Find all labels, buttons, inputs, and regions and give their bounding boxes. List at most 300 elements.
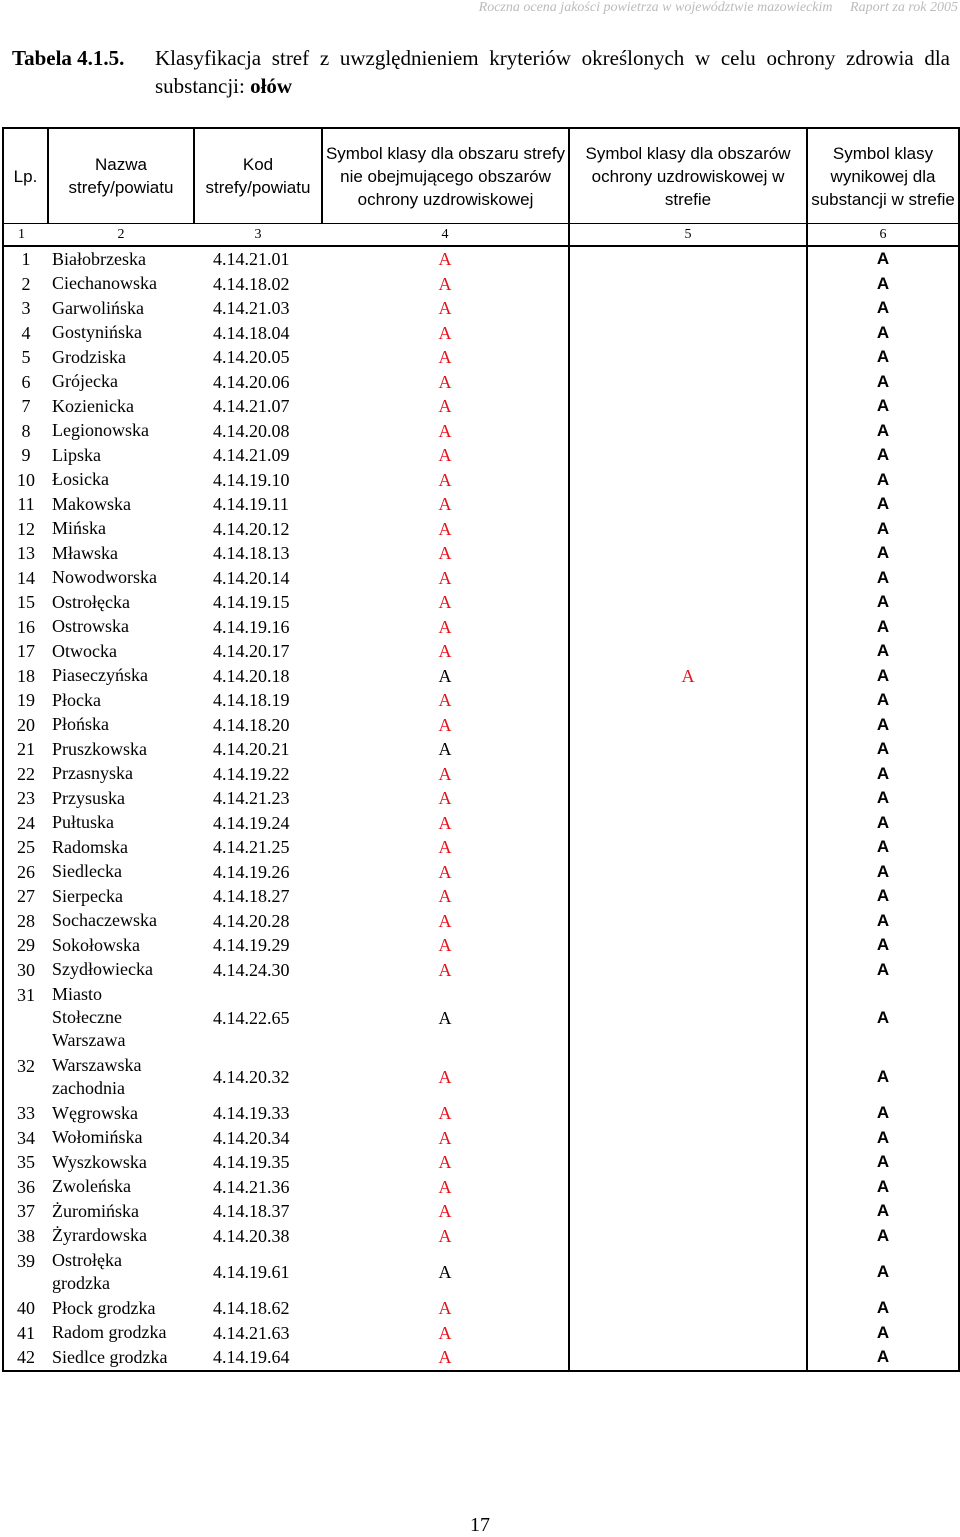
running-head-report: Raport za rok 2005	[850, 0, 958, 15]
cell-symbol-health	[569, 1321, 807, 1346]
cell-code: 4.14.24.30	[213, 959, 290, 980]
table-row	[3, 566, 959, 591]
cell-symbol-result: A	[807, 1150, 959, 1175]
cell-code: 4.14.18.37	[213, 1201, 290, 1222]
cell-symbol-non-health: A	[438, 518, 452, 539]
cell-name: Siedlecka	[52, 861, 122, 882]
cell-code: 4.14.19.16	[213, 616, 290, 637]
table-row	[3, 321, 959, 346]
cell-symbol-health	[569, 688, 807, 713]
cell-name: Grójecka	[52, 371, 118, 392]
cell-symbol-health	[569, 443, 807, 468]
cell-name: Sokołowska	[52, 934, 141, 955]
cell-lp: 39	[3, 1248, 48, 1296]
cell-symbol-result: A	[807, 762, 959, 787]
cell-symbol-health	[569, 811, 807, 836]
cell-symbol-non-health: A	[438, 1322, 452, 1343]
table-row	[3, 517, 959, 542]
cell-code: 4.14.19.35	[213, 1152, 290, 1173]
cell-symbol-result: A	[807, 958, 959, 983]
cell-symbol-health	[569, 370, 807, 395]
cell-symbol-result: A	[807, 443, 959, 468]
cell-code: 4.14.19.33	[213, 1103, 290, 1124]
cell-symbol-result: A	[807, 1224, 959, 1249]
cell-lp: 34	[3, 1126, 48, 1151]
cell-code: 4.14.18.13	[213, 543, 290, 564]
cell-symbol-health	[569, 1175, 807, 1200]
cell-name: Lipska	[52, 444, 101, 465]
cell-name: Radom grodzka	[52, 1322, 167, 1343]
column-number-4: 4	[322, 224, 569, 247]
cell-symbol-non-health: A	[438, 298, 452, 319]
cell-code: 4.14.21.63	[213, 1322, 290, 1343]
table-title	[155, 44, 950, 100]
cell-symbol-health	[569, 909, 807, 934]
cell-symbol-result: A	[807, 321, 959, 346]
header-symbol-health: Symbol klasy dla obszarów ochrony uzdrowiskowej w strefie	[569, 128, 807, 224]
table-row	[3, 492, 959, 517]
cell-symbol-health: A	[569, 664, 807, 689]
cell-symbol-health	[569, 1053, 807, 1101]
cell-symbol-result: A	[807, 345, 959, 370]
table-row	[3, 1345, 959, 1371]
cell-lp: 29	[3, 933, 48, 958]
cell-lp: 3	[3, 296, 48, 321]
cell-symbol-result: A	[807, 419, 959, 444]
cell-code: 4.14.22.65	[213, 1007, 290, 1028]
cell-symbol-result: A	[807, 517, 959, 542]
cell-symbol-result: A	[807, 492, 959, 517]
cell-lp: 4	[3, 321, 48, 346]
table-row	[3, 1175, 959, 1200]
header-lp: Lp.	[3, 128, 48, 224]
cell-code: 4.14.20.06	[213, 371, 290, 392]
cell-name: Ostrowska	[52, 616, 129, 637]
cell-symbol-result: A	[807, 370, 959, 395]
table-row	[3, 1101, 959, 1126]
cell-name: Przasnyska	[52, 763, 133, 784]
cell-symbol-health	[569, 345, 807, 370]
cell-symbol-non-health: A	[438, 445, 452, 466]
cell-symbol-health	[569, 1101, 807, 1126]
cell-symbol-result: A	[807, 933, 959, 958]
cell-symbol-non-health: A	[438, 886, 452, 907]
cell-code: 4.14.18.19	[213, 690, 290, 711]
cell-lp: 28	[3, 909, 48, 934]
cell-symbol-result: A	[807, 811, 959, 836]
cell-symbol-result: A	[807, 639, 959, 664]
cell-lp: 14	[3, 566, 48, 591]
cell-symbol-non-health: A	[438, 322, 452, 343]
column-number-2: 2	[48, 224, 194, 247]
cell-symbol-non-health: A	[438, 420, 452, 441]
cell-name: Grodziska	[52, 346, 126, 367]
table-row	[3, 737, 959, 762]
cell-name: Mińska	[52, 518, 106, 539]
cell-symbol-non-health: A	[438, 739, 452, 760]
cell-symbol-result: A	[807, 1321, 959, 1346]
cell-symbol-non-health: A	[438, 665, 452, 686]
cell-code: 4.14.19.26	[213, 861, 290, 882]
cell-code: 4.14.20.34	[213, 1127, 290, 1148]
cell-symbol-non-health: A	[438, 1298, 452, 1319]
cell-symbol-health	[569, 272, 807, 297]
table-row	[3, 762, 959, 787]
cell-symbol-health	[569, 1345, 807, 1371]
cell-name: Makowska	[52, 493, 131, 514]
table-row	[3, 909, 959, 934]
cell-lp: 30	[3, 958, 48, 983]
cell-name: Żyrardowska	[52, 1225, 147, 1246]
cell-name: Pułtuska	[52, 812, 115, 833]
header-code: Kod strefy/powiatu	[194, 128, 322, 224]
cell-symbol-non-health: A	[438, 494, 452, 515]
column-number-3: 3	[194, 224, 322, 247]
cell-symbol-result: A	[807, 590, 959, 615]
cell-symbol-result: A	[807, 982, 959, 1053]
table-row	[3, 1248, 959, 1296]
cell-lp: 15	[3, 590, 48, 615]
cell-symbol-health	[569, 1199, 807, 1224]
table-row	[3, 1150, 959, 1175]
cell-symbol-health	[569, 566, 807, 591]
cell-symbol-result: A	[807, 566, 959, 591]
cell-lp: 36	[3, 1175, 48, 1200]
cell-symbol-health	[569, 321, 807, 346]
cell-code: 4.14.21.09	[213, 445, 290, 466]
cell-name: Sierpecka	[52, 885, 123, 906]
table-row	[3, 639, 959, 664]
cell-lp: 11	[3, 492, 48, 517]
cell-name: Radomska	[52, 836, 128, 857]
cell-symbol-health	[569, 590, 807, 615]
cell-code: 4.14.19.22	[213, 763, 290, 784]
cell-symbol-non-health: A	[322, 1345, 569, 1371]
cell-symbol-result: A	[807, 713, 959, 738]
cell-symbol-result: A	[807, 1101, 959, 1126]
cell-symbol-result: A	[807, 1126, 959, 1151]
cell-symbol-non-health: A	[438, 396, 452, 417]
cell-symbol-health	[569, 541, 807, 566]
cell-symbol-result: A	[807, 1296, 959, 1321]
cell-symbol-non-health: A	[438, 616, 452, 637]
cell-lp: 32	[3, 1053, 48, 1101]
cell-lp: 1	[3, 246, 48, 272]
cell-name: Zwoleńska	[52, 1176, 131, 1197]
cell-name: Otwocka	[52, 640, 117, 661]
cell-name: Mławska	[52, 542, 118, 563]
cell-lp: 8	[3, 419, 48, 444]
table-row	[3, 394, 959, 419]
cell-name: Przysuska	[52, 787, 125, 808]
cell-symbol-non-health: A	[438, 469, 452, 490]
cell-symbol-non-health: A	[438, 1067, 452, 1087]
cell-symbol-result: A	[807, 246, 959, 272]
cell-name: Nowodworska	[52, 567, 157, 588]
cell-code: 4.14.21.07	[213, 396, 290, 417]
cell-name: Warszawska zachodnia	[52, 1055, 142, 1098]
table-row	[3, 246, 959, 272]
cell-symbol-result: A	[807, 1199, 959, 1224]
cell-symbol-health	[569, 419, 807, 444]
cell-lp: 17	[3, 639, 48, 664]
cell-symbol-result: A	[807, 909, 959, 934]
cell-lp: 21	[3, 737, 48, 762]
cell-symbol-non-health: A	[438, 714, 452, 735]
cell-code: 4.14.19.15	[213, 592, 290, 613]
cell-symbol-health	[569, 468, 807, 493]
table-row	[3, 370, 959, 395]
cell-symbol-result: A	[807, 835, 959, 860]
cell-symbol-health	[569, 1224, 807, 1249]
cell-symbol-non-health: A	[438, 812, 452, 833]
running-head	[479, 0, 958, 16]
header-symbol-non-health: Symbol klasy dla obszaru strefy nie obejmującego obszarów ochrony uzdrowiskowej	[322, 128, 569, 224]
cell-code: 4.14.21.03	[213, 298, 290, 319]
cell-symbol-result: A	[807, 394, 959, 419]
cell-symbol-non-health: A	[438, 592, 452, 613]
cell-symbol-health	[569, 394, 807, 419]
cell-symbol-health	[569, 762, 807, 787]
cell-symbol-non-health: A	[438, 1176, 452, 1197]
cell-code: 4.14.18.02	[213, 273, 290, 294]
cell-code: 4.14.21.23	[213, 788, 290, 809]
table-row	[3, 272, 959, 297]
cell-symbol-health	[569, 517, 807, 542]
cell-code: 4.14.18.62	[213, 1298, 290, 1319]
running-head-title: Roczna ocena jakości powietrza w województwie mazowieckim	[478, 0, 833, 15]
cell-symbol-health	[569, 492, 807, 517]
cell-symbol-non-health: A	[438, 641, 452, 662]
cell-symbol-non-health: A	[438, 935, 452, 956]
column-number-6: 6	[807, 224, 959, 247]
cell-lp: 38	[3, 1224, 48, 1249]
cell-symbol-result: A	[807, 884, 959, 909]
cell-lp: 35	[3, 1150, 48, 1175]
cell-name: Miasto Stołeczne Warszawa	[52, 984, 126, 1050]
cell-lp: 23	[3, 786, 48, 811]
cell-symbol-non-health: A	[322, 246, 569, 272]
cell-symbol-result: A	[807, 664, 959, 689]
table-row	[3, 443, 959, 468]
classification-table	[2, 127, 960, 1372]
cell-code: 4.14.19.11	[213, 494, 289, 515]
cell-symbol-non-health: A	[438, 837, 452, 858]
table-row	[3, 1053, 959, 1101]
cell-symbol-result: A	[807, 272, 959, 297]
table-row	[3, 1199, 959, 1224]
cell-name: Łosicka	[52, 469, 109, 490]
cell-lp: 6	[3, 370, 48, 395]
cell-symbol-health	[569, 933, 807, 958]
cell-symbol-non-health: A	[438, 567, 452, 588]
cell-symbol-health	[569, 1296, 807, 1321]
cell-code: 4.14.21.01	[194, 246, 322, 272]
cell-name: Wyszkowska	[52, 1151, 147, 1172]
cell-symbol-non-health: A	[438, 1225, 452, 1246]
cell-symbol-health	[569, 615, 807, 640]
cell-symbol-health	[569, 884, 807, 909]
table-row	[3, 590, 959, 615]
cell-symbol-health	[569, 639, 807, 664]
table-row	[3, 615, 959, 640]
column-number-1: 1	[3, 224, 48, 247]
cell-symbol-health	[569, 982, 807, 1053]
cell-lp: 40	[3, 1296, 48, 1321]
cell-lp: 9	[3, 443, 48, 468]
cell-name: Pruszkowska	[52, 738, 147, 759]
cell-symbol-non-health: A	[438, 347, 452, 368]
cell-code: 4.14.21.36	[213, 1176, 290, 1197]
cell-lp: 7	[3, 394, 48, 419]
cell-name: Ostrołęka grodzka	[52, 1250, 122, 1293]
cell-name: Gostynińska	[52, 322, 142, 343]
table-row	[3, 419, 959, 444]
cell-name: Legionowska	[52, 420, 149, 441]
table-body	[3, 246, 959, 1371]
cell-lp: 12	[3, 517, 48, 542]
header-symbol-result: Symbol klasy wynikowej dla substancji w strefie	[807, 128, 959, 224]
cell-symbol-non-health: A	[438, 273, 452, 294]
cell-lp: 42	[3, 1345, 48, 1371]
cell-lp: 26	[3, 860, 48, 885]
table-row	[3, 884, 959, 909]
cell-code: 4.14.20.17	[213, 641, 290, 662]
cell-name: Kozienicka	[52, 395, 134, 416]
cell-lp: 19	[3, 688, 48, 713]
cell-name: Garwolińska	[52, 297, 144, 318]
cell-symbol-result: A	[807, 786, 959, 811]
cell-symbol-health	[569, 835, 807, 860]
cell-symbol-result: A	[807, 1175, 959, 1200]
cell-code: 4.14.19.64	[194, 1345, 322, 1371]
cell-symbol-non-health: A	[438, 763, 452, 784]
table-row	[3, 688, 959, 713]
table-row	[3, 468, 959, 493]
cell-lp: 22	[3, 762, 48, 787]
table-row	[3, 786, 959, 811]
table-row	[3, 296, 959, 321]
cell-lp: 27	[3, 884, 48, 909]
cell-symbol-non-health: A	[438, 690, 452, 711]
table-label: Tabela 4.1.5.	[12, 46, 125, 70]
cell-lp: 10	[3, 468, 48, 493]
cell-code: 4.14.19.10	[213, 469, 290, 490]
cell-symbol-non-health: A	[438, 959, 452, 980]
cell-symbol-health	[569, 1126, 807, 1151]
cell-symbol-non-health: A	[438, 861, 452, 882]
cell-symbol-health	[569, 1150, 807, 1175]
cell-symbol-result: A	[807, 1053, 959, 1101]
cell-name: Siedlce grodzka	[48, 1345, 194, 1371]
cell-lp: 2	[3, 272, 48, 297]
cell-symbol-result: A	[807, 1345, 959, 1371]
cell-name: Piaseczyńska	[52, 665, 148, 686]
cell-symbol-health	[569, 1248, 807, 1296]
table-title-text: Klasyfikacja stref z uwzględnieniem kryteriów określonych w celu ochrony zdrowia dla substancji:	[155, 46, 950, 98]
cell-lp: 37	[3, 1199, 48, 1224]
cell-code: 4.14.18.20	[213, 714, 290, 735]
cell-lp: 5	[3, 345, 48, 370]
table-row	[3, 1321, 959, 1346]
cell-lp: 31	[3, 982, 48, 1053]
cell-symbol-non-health: A	[438, 910, 452, 931]
cell-name: Węgrowska	[52, 1102, 138, 1123]
cell-name: Płock grodzka	[52, 1297, 156, 1318]
cell-symbol-non-health: A	[438, 788, 452, 809]
cell-name: Ciechanowska	[52, 273, 157, 294]
cell-name: Wołomińska	[52, 1127, 143, 1148]
cell-symbol-result: A	[807, 688, 959, 713]
cell-symbol-non-health: A	[438, 1103, 452, 1124]
table-row	[3, 933, 959, 958]
cell-symbol-non-health: A	[438, 543, 452, 564]
cell-symbol-result: A	[807, 860, 959, 885]
cell-symbol-result: A	[807, 737, 959, 762]
cell-symbol-health	[569, 246, 807, 272]
header-row	[3, 128, 959, 224]
cell-lp: 20	[3, 713, 48, 738]
cell-code: 4.14.18.04	[213, 322, 290, 343]
cell-code: 4.14.20.28	[213, 910, 290, 931]
table-row	[3, 1126, 959, 1151]
table-row	[3, 835, 959, 860]
table-row	[3, 860, 959, 885]
page-number: 17	[470, 1514, 490, 1536]
cell-symbol-health	[569, 737, 807, 762]
table-row	[3, 345, 959, 370]
cell-code: 4.14.20.05	[213, 347, 290, 368]
cell-code: 4.14.19.29	[213, 935, 290, 956]
cell-name: Ostrołęcka	[52, 591, 130, 612]
cell-name: Płocka	[52, 689, 101, 710]
cell-code: 4.14.20.14	[213, 567, 290, 588]
cell-lp: 25	[3, 835, 48, 860]
cell-code: 4.14.19.61	[213, 1262, 290, 1282]
header-name: Nazwa strefy/powiatu	[48, 128, 194, 224]
cell-symbol-non-health: A	[438, 1152, 452, 1173]
cell-symbol-result: A	[807, 1248, 959, 1296]
cell-name: Sochaczewska	[52, 910, 157, 931]
cell-lp: 16	[3, 615, 48, 640]
cell-symbol-health	[569, 713, 807, 738]
cell-symbol-result: A	[807, 615, 959, 640]
cell-symbol-health	[569, 860, 807, 885]
cell-symbol-non-health: A	[438, 1201, 452, 1222]
table-row	[3, 958, 959, 983]
table-row	[3, 1296, 959, 1321]
column-number-5: 5	[569, 224, 807, 247]
cell-symbol-health	[569, 958, 807, 983]
cell-lp: 18	[3, 664, 48, 689]
cell-symbol-non-health: A	[438, 1262, 452, 1282]
cell-code: 4.14.21.25	[213, 837, 290, 858]
cell-lp: 33	[3, 1101, 48, 1126]
cell-name: Szydłowiecka	[52, 959, 153, 980]
cell-name: Białobrzeska	[48, 246, 194, 272]
cell-lp: 24	[3, 811, 48, 836]
cell-code: 4.14.20.08	[213, 420, 290, 441]
substance-name: ołów	[250, 74, 293, 98]
table-row	[3, 713, 959, 738]
cell-code: 4.14.18.27	[213, 886, 290, 907]
cell-code: 4.14.19.24	[213, 812, 290, 833]
cell-symbol-result: A	[807, 468, 959, 493]
cell-code: 4.14.20.38	[213, 1225, 290, 1246]
cell-symbol-health	[569, 786, 807, 811]
table-row	[3, 811, 959, 836]
table-row	[3, 664, 959, 689]
